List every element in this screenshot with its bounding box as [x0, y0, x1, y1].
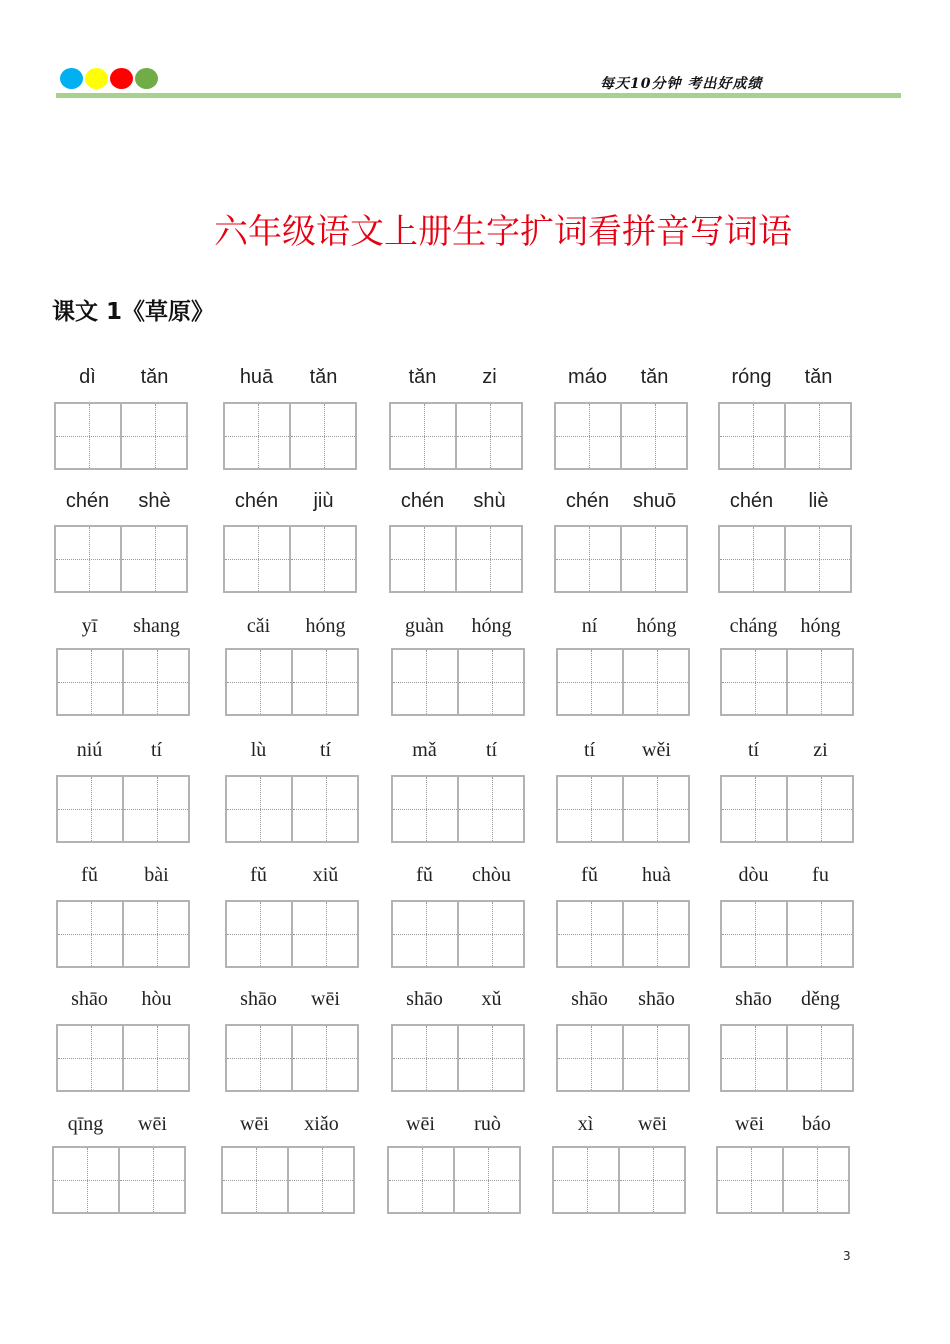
pinyin-syllable: qīng [67, 1113, 104, 1135]
tian-zi-ge-cell[interactable] [558, 902, 622, 966]
tian-zi-ge-cell[interactable] [391, 527, 455, 591]
tian-zi-ge-cell[interactable] [622, 902, 688, 966]
pinyin [556, 864, 690, 890]
tian-zi-ge-cell[interactable] [291, 1026, 357, 1090]
writing-boxes[interactable] [56, 1024, 190, 1092]
tian-zi-ge-cell[interactable] [720, 527, 784, 591]
word-item [391, 864, 525, 968]
pinyin-syllable: shang [133, 615, 180, 637]
word-item [556, 864, 690, 968]
writing-boxes[interactable] [391, 900, 525, 968]
pinyin [54, 366, 188, 392]
pinyin-syllable: cǎi [246, 615, 271, 637]
tian-zi-ge-cell[interactable] [720, 404, 784, 468]
word-item [391, 988, 525, 1092]
tian-zi-ge-cell[interactable] [289, 527, 355, 591]
word-item [56, 988, 190, 1092]
word-item [56, 615, 190, 716]
tian-zi-ge-cell[interactable] [455, 404, 521, 468]
writing-boxes[interactable] [52, 1146, 186, 1214]
pinyin [391, 864, 525, 890]
pinyin [389, 366, 523, 392]
pinyin-syllable: ní [581, 615, 598, 637]
pinyin-syllable: huà [642, 864, 671, 886]
word-item [225, 988, 359, 1092]
tian-zi-ge-cell[interactable] [393, 650, 457, 714]
writing-boxes[interactable] [718, 525, 852, 593]
pinyin [391, 739, 525, 765]
writing-boxes[interactable] [554, 525, 688, 593]
word-item [225, 864, 359, 968]
pinyin [225, 864, 359, 890]
pinyin [718, 366, 852, 392]
pinyin-syllable: róng [731, 366, 772, 388]
pinyin-syllable: fǔ [581, 864, 598, 886]
pinyin-syllable: hóng [800, 615, 841, 637]
pinyin-syllable: wēi [311, 988, 340, 1010]
word-item [389, 490, 523, 593]
pinyin-syllable: bài [144, 864, 169, 886]
pinyin [391, 615, 525, 641]
pinyin-syllable: fǔ [250, 864, 267, 886]
pinyin-syllable: wěi [642, 739, 671, 761]
pinyin [552, 1113, 686, 1139]
header-slogan: 每天10分钟 考出好成绩 [600, 76, 763, 92]
header-divider [56, 93, 901, 98]
writing-boxes[interactable] [716, 1146, 850, 1214]
writing-boxes[interactable] [720, 648, 854, 716]
pinyin-syllable: shuō [632, 490, 677, 512]
tian-zi-ge-cell[interactable] [122, 1026, 188, 1090]
pinyin-syllable: hòu [141, 988, 172, 1010]
pinyin-syllable: zi [813, 739, 828, 761]
tian-zi-ge-cell[interactable] [227, 777, 291, 841]
word-item [391, 739, 525, 843]
pinyin-syllable: shāo [735, 988, 772, 1010]
writing-boxes[interactable] [225, 1024, 359, 1092]
tian-zi-ge-cell[interactable] [620, 404, 686, 468]
pinyin [223, 490, 357, 516]
pinyin [556, 615, 690, 641]
tian-zi-ge-cell[interactable] [558, 1026, 622, 1090]
tian-zi-ge-cell[interactable] [622, 1026, 688, 1090]
tian-zi-ge-cell[interactable] [622, 777, 688, 841]
tian-zi-ge-cell[interactable] [554, 1148, 618, 1212]
tian-zi-ge-cell[interactable] [457, 650, 523, 714]
word-item [221, 1113, 355, 1214]
tian-zi-ge-cell[interactable] [393, 902, 457, 966]
pinyin [54, 490, 188, 516]
pinyin-syllable: xiǔ [312, 864, 339, 886]
tian-zi-ge-cell[interactable] [393, 1026, 457, 1090]
pinyin [720, 988, 854, 1014]
tian-zi-ge-cell[interactable] [622, 650, 688, 714]
pinyin-syllable: shāo [638, 988, 675, 1010]
pinyin-syllable: shè [138, 490, 171, 512]
pinyin [56, 864, 190, 890]
word-item [720, 988, 854, 1092]
word-item [716, 1113, 850, 1214]
writing-boxes[interactable] [223, 402, 357, 470]
pinyin-syllable: cháng [729, 615, 778, 637]
tian-zi-ge-cell[interactable] [784, 527, 850, 591]
pinyin [225, 615, 359, 641]
pinyin-syllable: chén [400, 490, 445, 512]
word-item [552, 1113, 686, 1214]
tian-zi-ge-cell[interactable] [122, 902, 188, 966]
tian-zi-ge-cell[interactable] [389, 1148, 453, 1212]
writing-boxes[interactable] [391, 648, 525, 716]
pinyin [225, 988, 359, 1014]
logo-dot [110, 68, 133, 89]
writing-boxes[interactable] [54, 402, 188, 470]
word-item [52, 1113, 186, 1214]
pinyin-syllable: lù [250, 739, 267, 761]
writing-boxes[interactable] [56, 775, 190, 843]
pinyin [225, 739, 359, 765]
writing-boxes[interactable] [556, 648, 690, 716]
tian-zi-ge-cell[interactable] [289, 404, 355, 468]
logo-dot [85, 68, 108, 89]
pinyin [387, 1113, 521, 1139]
writing-boxes[interactable] [556, 1024, 690, 1092]
section-heading: 课文 1《草原》 [52, 299, 215, 325]
tian-zi-ge-cell[interactable] [722, 902, 786, 966]
logo-dot [135, 68, 158, 89]
tian-zi-ge-cell[interactable] [122, 650, 188, 714]
pinyin-syllable: fǔ [81, 864, 98, 886]
pinyin-syllable: hóng [471, 615, 512, 637]
tian-zi-ge-cell[interactable] [618, 1148, 684, 1212]
tian-zi-ge-cell[interactable] [457, 902, 523, 966]
tian-zi-ge-cell[interactable] [291, 650, 357, 714]
writing-boxes[interactable] [391, 775, 525, 843]
writing-boxes[interactable] [720, 900, 854, 968]
tian-zi-ge-cell[interactable] [722, 777, 786, 841]
writing-boxes[interactable] [556, 900, 690, 968]
pinyin-syllable: guàn [405, 615, 444, 637]
tian-zi-ge-cell[interactable] [457, 777, 523, 841]
tian-zi-ge-cell[interactable] [58, 1026, 122, 1090]
page-title: 六年级语文上册生字扩词看拼音写词语 [214, 212, 792, 252]
word-item [391, 615, 525, 716]
word-item [718, 366, 852, 470]
tian-zi-ge-cell[interactable] [225, 527, 289, 591]
tian-zi-ge-cell[interactable] [58, 777, 122, 841]
word-item [556, 988, 690, 1092]
word-item [554, 490, 688, 593]
pinyin-syllable: tǎn [408, 366, 437, 388]
pinyin-syllable: wēi [735, 1113, 764, 1135]
pinyin [556, 739, 690, 765]
tian-zi-ge-cell[interactable] [782, 1148, 848, 1212]
pinyin-syllable: máo [568, 366, 607, 388]
page-number: 3 [843, 1249, 851, 1263]
writing-boxes[interactable] [225, 648, 359, 716]
pinyin-syllable: shāo [406, 988, 443, 1010]
tian-zi-ge-cell[interactable] [556, 527, 620, 591]
tian-zi-ge-cell[interactable] [122, 777, 188, 841]
tian-zi-ge-cell[interactable] [54, 1148, 118, 1212]
pinyin-syllable: huā [239, 366, 274, 388]
tian-zi-ge-cell[interactable] [455, 527, 521, 591]
word-item [225, 739, 359, 843]
tian-zi-ge-cell[interactable] [391, 404, 455, 468]
writing-boxes[interactable] [389, 402, 523, 470]
pinyin-syllable: shāo [240, 988, 277, 1010]
word-item [54, 366, 188, 470]
pinyin-syllable: xì [577, 1113, 594, 1135]
pinyin [223, 366, 357, 392]
pinyin-syllable: fu [812, 864, 829, 886]
tian-zi-ge-cell[interactable] [287, 1148, 353, 1212]
pinyin-syllable: dì [79, 366, 96, 388]
pinyin-syllable: chén [729, 490, 774, 512]
tian-zi-ge-cell[interactable] [56, 404, 120, 468]
pinyin-syllable: liè [808, 490, 829, 512]
tian-zi-ge-cell[interactable] [453, 1148, 519, 1212]
pinyin-syllable: chén [234, 490, 279, 512]
logo-dots [60, 68, 158, 89]
pinyin-syllable: tǎn [140, 366, 169, 388]
pinyin-syllable: tí [150, 739, 163, 761]
writing-boxes[interactable] [225, 775, 359, 843]
pinyin-syllable: yī [81, 615, 98, 637]
pinyin-syllable: dòu [738, 864, 769, 886]
pinyin-syllable: wēi [138, 1113, 167, 1135]
tian-zi-ge-cell[interactable] [291, 777, 357, 841]
writing-boxes[interactable] [56, 900, 190, 968]
tian-zi-ge-cell[interactable] [227, 902, 291, 966]
pinyin [56, 739, 190, 765]
tian-zi-ge-cell[interactable] [118, 1148, 184, 1212]
tian-zi-ge-cell[interactable] [120, 527, 186, 591]
pinyin-syllable: tí [583, 739, 596, 761]
pinyin-syllable: tí [485, 739, 498, 761]
pinyin-syllable: tǎn [804, 366, 833, 388]
pinyin-syllable: tí [747, 739, 760, 761]
pinyin-syllable: wēi [240, 1113, 269, 1135]
tian-zi-ge-cell[interactable] [718, 1148, 782, 1212]
pinyin-syllable: shāo [71, 988, 108, 1010]
writing-boxes[interactable] [223, 525, 357, 593]
word-item [56, 864, 190, 968]
writing-boxes[interactable] [389, 525, 523, 593]
word-item [720, 615, 854, 716]
pinyin-syllable: jiù [313, 490, 334, 512]
pinyin-syllable: shù [473, 490, 506, 512]
tian-zi-ge-cell[interactable] [784, 404, 850, 468]
pinyin-syllable: děng [801, 988, 840, 1010]
pinyin [720, 615, 854, 641]
tian-zi-ge-cell[interactable] [393, 777, 457, 841]
pinyin-syllable: shāo [571, 988, 608, 1010]
pinyin [221, 1113, 355, 1139]
writing-boxes[interactable] [552, 1146, 686, 1214]
pinyin [556, 988, 690, 1014]
tian-zi-ge-cell[interactable] [558, 777, 622, 841]
word-item [720, 739, 854, 843]
word-item [223, 490, 357, 593]
tian-zi-ge-cell[interactable] [786, 1026, 852, 1090]
tian-zi-ge-cell[interactable] [558, 650, 622, 714]
pinyin-syllable: xǔ [481, 988, 502, 1010]
pinyin-syllable: wēi [638, 1113, 667, 1135]
writing-boxes[interactable] [391, 1024, 525, 1092]
pinyin-syllable: chén [65, 490, 110, 512]
writing-boxes[interactable] [556, 775, 690, 843]
tian-zi-ge-cell[interactable] [223, 1148, 287, 1212]
pinyin-syllable: tí [319, 739, 332, 761]
tian-zi-ge-cell[interactable] [291, 902, 357, 966]
pinyin [718, 490, 852, 516]
pinyin-syllable: hóng [636, 615, 677, 637]
pinyin [56, 988, 190, 1014]
pinyin [52, 1113, 186, 1139]
pinyin-syllable: niú [76, 739, 103, 761]
writing-boxes[interactable] [56, 648, 190, 716]
pinyin [716, 1113, 850, 1139]
pinyin-syllable: chòu [472, 864, 511, 886]
pinyin [391, 988, 525, 1014]
tian-zi-ge-cell[interactable] [225, 404, 289, 468]
pinyin-syllable: mǎ [412, 739, 437, 761]
pinyin-syllable: tǎn [640, 366, 669, 388]
writing-boxes[interactable] [225, 900, 359, 968]
word-item [225, 615, 359, 716]
pinyin-syllable: tǎn [309, 366, 338, 388]
writing-boxes[interactable] [718, 402, 852, 470]
tian-zi-ge-cell[interactable] [120, 404, 186, 468]
pinyin-syllable: zi [482, 366, 497, 388]
pinyin-syllable: hóng [305, 615, 346, 637]
pinyin [56, 615, 190, 641]
pinyin [720, 739, 854, 765]
tian-zi-ge-cell[interactable] [556, 404, 620, 468]
word-item [56, 739, 190, 843]
tian-zi-ge-cell[interactable] [227, 1026, 291, 1090]
pinyin-syllable: ruò [474, 1113, 501, 1135]
tian-zi-ge-cell[interactable] [620, 527, 686, 591]
word-item [223, 366, 357, 470]
tian-zi-ge-cell[interactable] [457, 1026, 523, 1090]
writing-boxes[interactable] [554, 402, 688, 470]
pinyin-syllable: wēi [406, 1113, 435, 1135]
tian-zi-ge-cell[interactable] [58, 650, 122, 714]
word-item [389, 366, 523, 470]
tian-zi-ge-cell[interactable] [227, 650, 291, 714]
writing-boxes[interactable] [54, 525, 188, 593]
tian-zi-ge-cell[interactable] [722, 650, 786, 714]
word-item [556, 615, 690, 716]
pinyin-syllable: xiǎo [304, 1113, 339, 1135]
pinyin-syllable: chén [565, 490, 610, 512]
writing-boxes[interactable] [387, 1146, 521, 1214]
pinyin [554, 366, 688, 392]
word-item [556, 739, 690, 843]
pinyin [720, 864, 854, 890]
pinyin [554, 490, 688, 516]
tian-zi-ge-cell[interactable] [786, 777, 852, 841]
pinyin-syllable: báo [802, 1113, 831, 1135]
word-item [718, 490, 852, 593]
tian-zi-ge-cell[interactable] [56, 527, 120, 591]
tian-zi-ge-cell[interactable] [786, 650, 852, 714]
tian-zi-ge-cell[interactable] [786, 902, 852, 966]
writing-boxes[interactable] [720, 1024, 854, 1092]
word-item [54, 490, 188, 593]
tian-zi-ge-cell[interactable] [722, 1026, 786, 1090]
pinyin-syllable: fǔ [416, 864, 433, 886]
pinyin [389, 490, 523, 516]
writing-boxes[interactable] [720, 775, 854, 843]
logo-dot [60, 68, 83, 89]
word-item [720, 864, 854, 968]
tian-zi-ge-cell[interactable] [58, 902, 122, 966]
word-item [387, 1113, 521, 1214]
writing-boxes[interactable] [221, 1146, 355, 1214]
word-item [554, 366, 688, 470]
